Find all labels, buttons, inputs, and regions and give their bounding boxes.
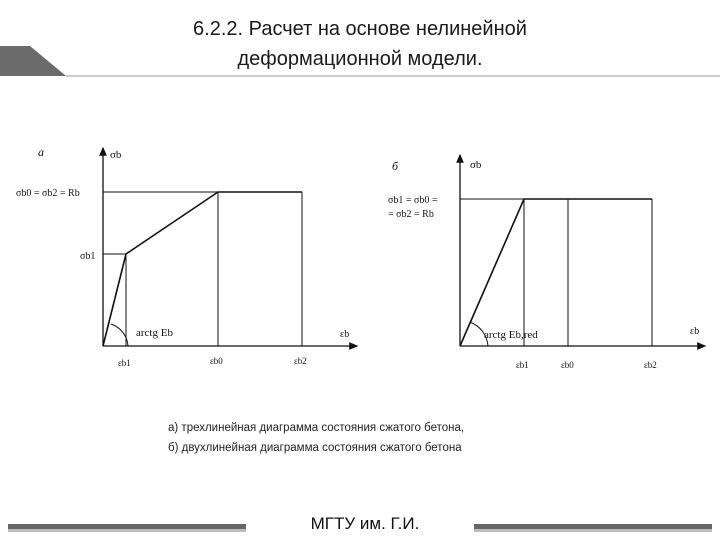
diagram-b-x-tick-3: εb2 — [644, 360, 657, 370]
title-line-2: деформационной модели. — [237, 48, 483, 70]
caption-line-1: а) трехлинейная диаграмма состояния сжатого бетона, — [168, 422, 465, 434]
figure-caption — [168, 418, 464, 458]
diagram-a — [103, 148, 357, 346]
footer-institution: МГТУ им. Г.И. — [310, 514, 420, 533]
diagram-a-curve — [103, 192, 302, 346]
diagram-b-panel-label: б — [392, 159, 399, 173]
diagram-a-y-axis-label: σb — [110, 149, 122, 161]
diagram-a-slope-label: arctg Eb — [136, 327, 173, 339]
diagram-b-curve — [460, 199, 652, 346]
diagram-b-x-tick-1: εb1 — [516, 360, 529, 370]
diagram-b — [460, 155, 705, 346]
diagram-a-x-tick-1: εb1 — [118, 358, 131, 368]
diagram-a-x-tick-3: εb2 — [294, 356, 307, 366]
diagram-b-x-tick-2: εb0 — [561, 360, 574, 370]
diagram-b-y-tick-line2: = σb2 = Rb — [388, 209, 434, 220]
diagram-a-x-tick-2: εb0 — [210, 356, 223, 366]
diagram-b-y-axis-label: σb — [470, 159, 482, 171]
diagram-b-slope-label: arctg Eb,red — [484, 329, 538, 341]
diagram-b-y-tick-line1: σb1 = σb0 = — [388, 195, 438, 206]
title-line-1: 6.2.2. Расчет на основе нелинейной — [193, 18, 527, 40]
diagram-a-y-tick-top: σb0 = σb2 = Rb — [16, 188, 80, 199]
diagram-a-labels — [16, 145, 349, 368]
diagram-b-labels — [388, 159, 699, 370]
caption-line-2: б) двухлинейная диаграмма состояния сжатого бетона — [168, 442, 462, 454]
diagram-a-panel-label: а — [38, 145, 44, 159]
diagram-a-y-tick-mid: σb1 — [80, 251, 96, 262]
diagram-a-angle-arc — [111, 324, 128, 346]
diagram-a-x-axis-label: εb — [340, 329, 350, 340]
diagram-b-x-axis-label: εb — [690, 326, 700, 337]
